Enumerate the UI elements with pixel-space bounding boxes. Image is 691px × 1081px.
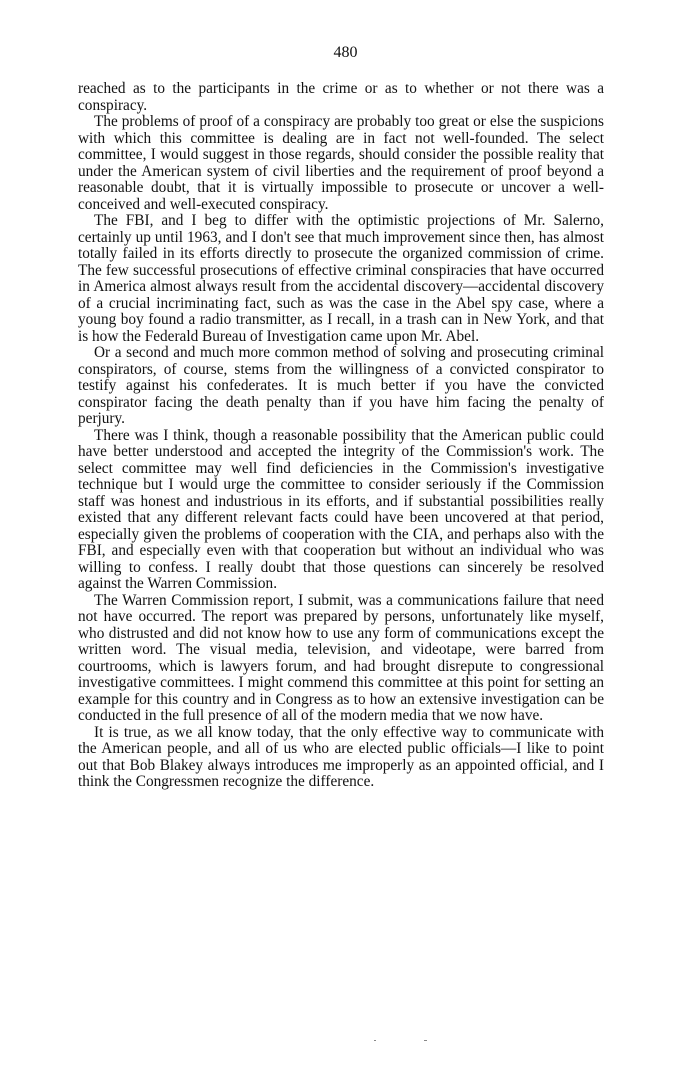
page-number: 480 — [333, 44, 358, 61]
paragraph-second-method: Or a second and much more common method of solving and prosecuting criminal conspirators, of course, stems from the willingness of a convicted conspirator to testify against his confederates. It is much better if you have the convicted conspirator facing the death penalty than if you have him facing the penalty of perjury. — [78, 344, 604, 427]
scan-speck — [424, 1040, 427, 1041]
paragraph-fbi: The FBI, and I beg to differ with the optimistic projections of Mr. Salerno, certainly up until 1963, and I don't see that much improvement since then, has almost totally failed in its efforts directly to prosecute the organized commission of crime. The few successful prosecutions of effective criminal conspiracies that have occurred in America almost always result from the accidental discovery—accidental discovery of a crucial incriminating fact, such as was the case in the Abel spy case, where a young boy found a radio transmitter, as I recall, in a trash can in New York, and that is how the Federald Bureau of Investigation came upon Mr. Abel. — [78, 212, 604, 345]
scan-speck — [374, 1040, 376, 1041]
body-text — [78, 81, 604, 791]
paragraph-effective-communication: It is true, as we all know today, that the only effective way to communicate with the American people, and all of us who are elected public officials—I like to point out that Bob Blakey always introduces me improperly as an appointed official, and I think the Congressmen recognize the difference. — [78, 723, 604, 790]
paragraph-public-understanding: There was I think, though a reasonable possibility that the American public could have better understood and accepted the integrity of the Commission's work. The select committee may well find deficiencies in the Commission's investigative technique but I would urge the committee to consider seriously if the Commission staff was honest and industrious in its efforts, and if substantial possibilities really existed that any different relevant facts could have been uncovered at that period, especially given the problems of cooperation with the CIA, and perhaps also with the FBI, and especially even with that cooperation but without an individual who was willing to confess. I really doubt that those questions can sincerely be resolved against the Warren Commission. — [78, 426, 604, 592]
paragraph-continuation: reached as to the participants in the crime or as to whether or not there was a conspiracy. — [78, 80, 604, 114]
paragraph-proof-of-conspiracy: The problems of proof of a conspiracy are probably too great or else the suspicions with which this committee is dealing are in fact not well-founded. The select committee, I would suggest in those regards, should consider the possible reality that under the American system of civil liberties and the requirement of proof beyond a reasonable doubt, that it is virtually impossible to prosecute or uncover a well-conceived and well-executed conspiracy. — [78, 113, 604, 213]
paragraph-communications-failure: The Warren Commission report, I submit, was a communications failure that need not have occurred. The report was prepared by persons, unfortunately like myself, who distrusted and did not know how to use any form of communications except the written word. The visual media, television, and videotape, were barred from courtrooms, which is lawyers forum, and had brought disrepute to congressional investigative committees. I might commend this committee at this point for setting an example for this country and in Congress as to how an extensive investigation can be conducted in the full presence of all of the modern media that we now have. — [78, 591, 604, 724]
